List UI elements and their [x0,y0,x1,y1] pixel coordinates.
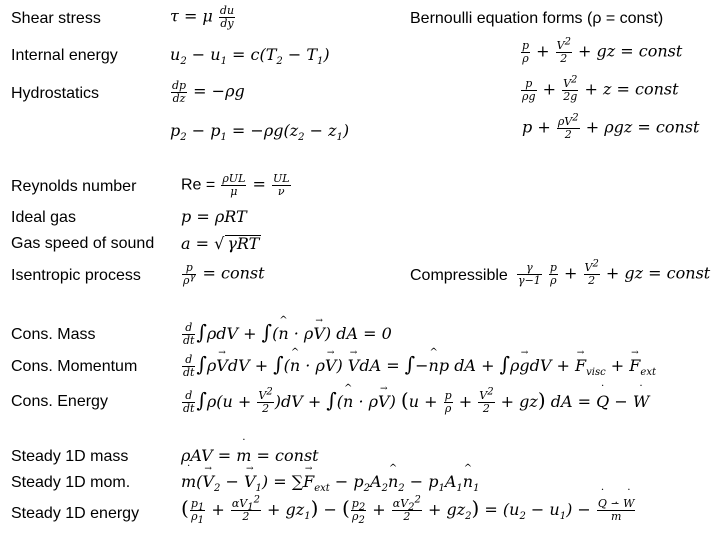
bernoulli-pressure-form: p + $\frac{\rho V^2}{2}$ + ρgz = const [522,112,700,141]
label-steady-1d-energy: Steady 1D energy [11,505,140,522]
steady-1d-momentum-equation: ˙ $m(\to V_2$ − → $V_1$) = ∑→ $F_{ext}$ − $p_2A_2\^{}$ $n_2$ − $p_1A_1\^{}$ $n_1$ [181,474,479,490]
label-cons-momentum: Cons. Momentum [11,358,138,375]
label-shear-stress: Shear stress [11,10,101,27]
label-hydrostatics: Hydrostatics [11,85,100,102]
steady-1d-energy-equation: ( $\frac{p_1}{\rho_1}$ + $\frac{\alpha V_1^2}{2}$ + $gz_1$) − ( $\frac{p_2}{\rho_2}$ + $\frac{\alpha V_2^2}{2}$ + $gz_2) = (u_2 - u_1)$ − ˙ Q − ˙ W ˙ m [181,498,636,523]
label-isentropic-process: Isentropic process [11,267,141,284]
label-gas-speed-of-sound: Gas speed of sound [11,235,155,252]
speed-of-sound-equation: a = √ γRT [181,234,260,253]
label-internal-energy: Internal energy [11,47,118,64]
label-ideal-gas: Ideal gas [11,209,76,226]
ideal-gas-equation: p = ρRT [181,207,247,226]
conservation-of-mass-equation: $\frac{d}{dt}$ ∫ρdV + ∫(^ n · ρ→ V) dA = 0 [181,322,392,347]
bernoulli-head-form: $\frac{p}{\rho g}$ + $\frac{V^2}{2g}$ + z = const [522,74,679,103]
hydrostatic-pressure-difference-equation: $p_2 - p_1 = -\rho g(z_2 - z_1)$ [170,121,350,144]
shear-stress-equation: τ = μ $\frac{du}{dy}$ [170,4,235,30]
compressible-bernoulli-equation: $\frac{\gamma}{\gamma-1}$ $\frac{p}{\rho}$ + $\frac{V^2}{2}$ + gz = const [518,258,711,287]
bernoulli-energy-form: $\frac{p}{\rho}$ + $\frac{V^2}{2}$ + gz = const [522,36,683,65]
label-steady-1d-mom: Steady 1D mom. [11,474,131,491]
steady-1d-mass-equation: ρAV = ˙ m = const [181,448,319,464]
compressible-label: Compressible [410,267,508,284]
bernoulli-title: Bernoulli equation forms (ρ = const) [410,10,664,27]
internal-energy-equation: $u_2 - u_1 = c(T_2 - T_1)$ [170,45,330,68]
label-cons-energy: Cons. Energy [11,393,108,410]
isentropic-equation: $\frac{p}{\rho^\gamma}$ = const [183,261,265,287]
hydrostatics-equation: $\frac{dp}{dz}$ = −ρg [172,79,245,105]
conservation-of-energy-equation: $\frac{d}{dt}$ ∫ρ(u + $\frac{V^2}{2}$ )dV + ∫(^ n · ρ→ V) (u + $\frac{p}{\rho}$ + $\frac{V^2}{2}$ + gz) dA = ˙ Q − ˙ W [181,390,649,415]
reynolds-prefix: Re = [181,176,216,194]
conservation-of-momentum-equation: $\frac{d}{dt}$ ∫ρ→ VdV + ∫(^ n · ρ→ V) → VdA = ∫−^ np dA + ∫ρ→ gdV + → $F_{visc}$ + → $F_{ext}$ [181,354,656,379]
reynolds-number-equation: Re = $\frac{\text{ρUL}}{\mu}$ = $\frac{UL}{\nu}$ [181,172,290,198]
label-reynolds-number: Reynolds number [11,178,137,195]
label-steady-1d-mass: Steady 1D mass [11,448,129,465]
label-cons-mass: Cons. Mass [11,326,96,343]
